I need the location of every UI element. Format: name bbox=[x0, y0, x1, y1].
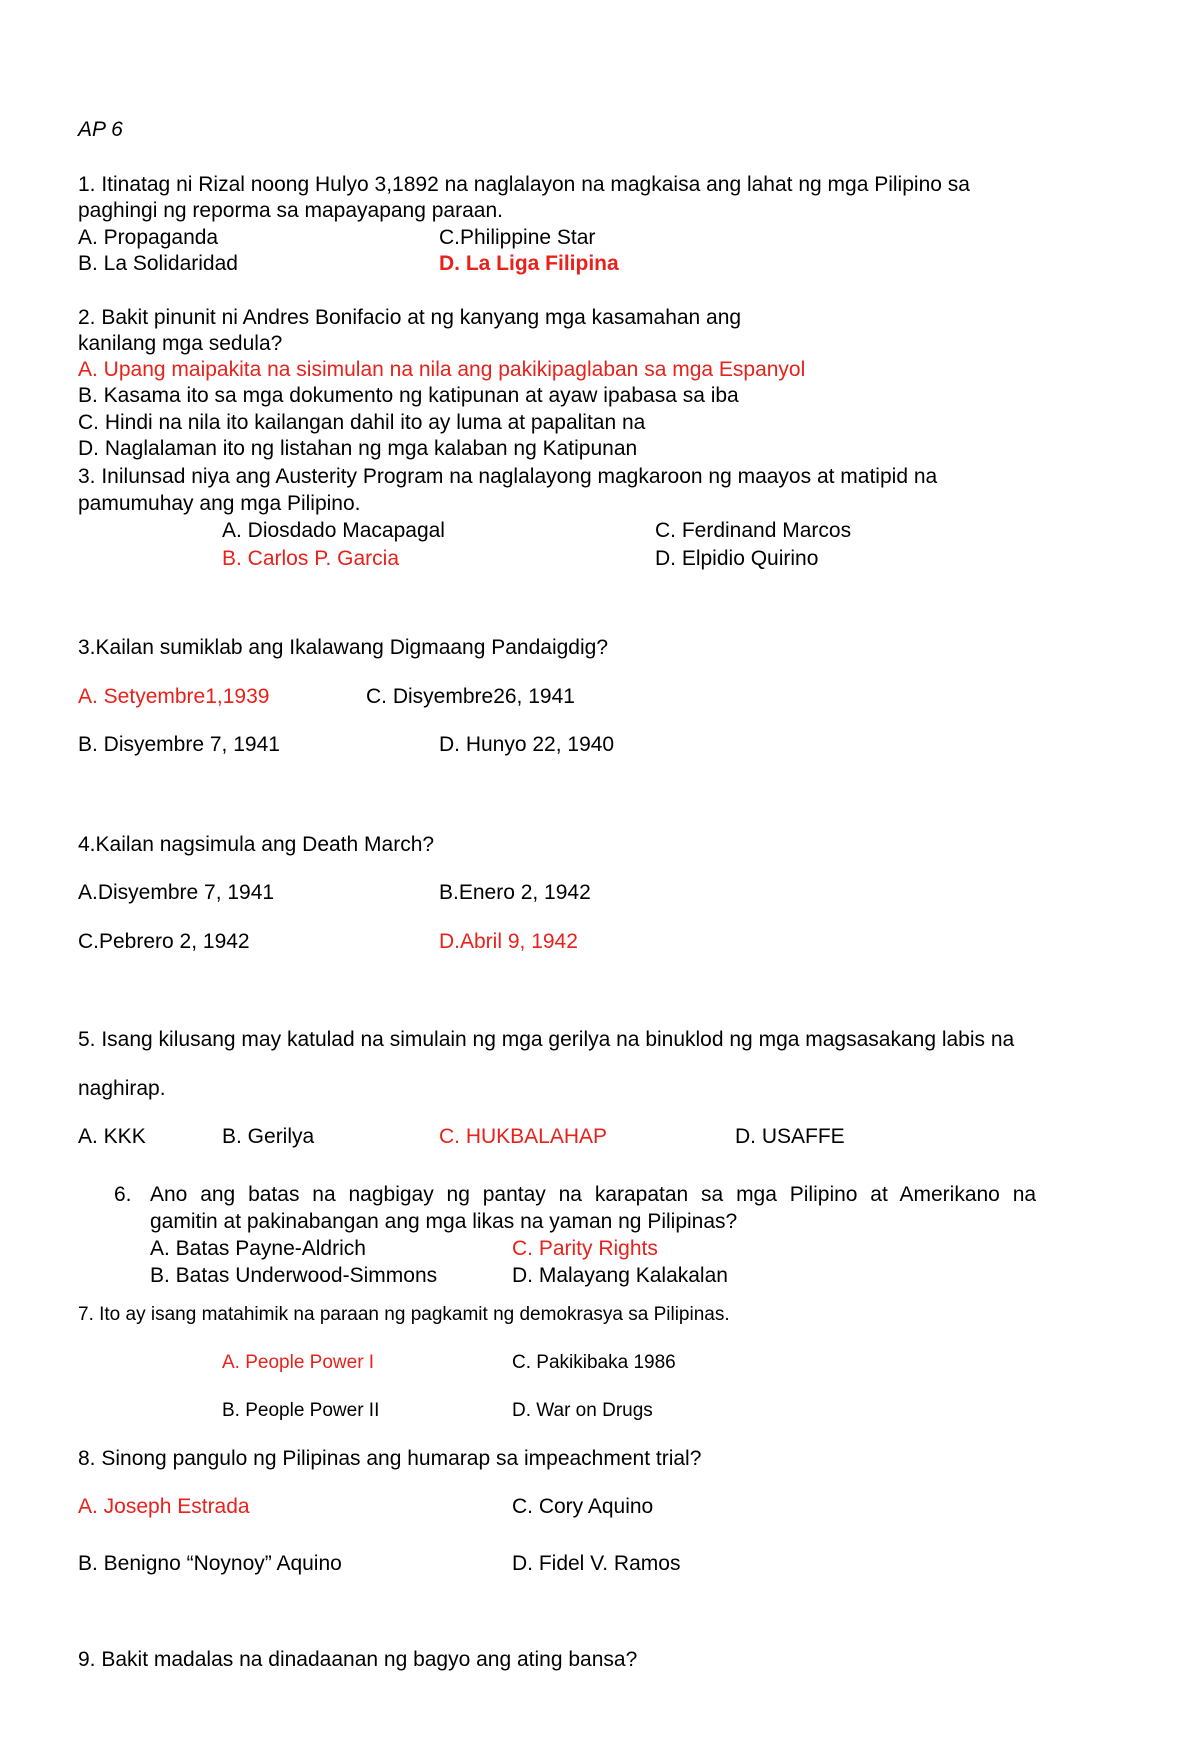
q5-option-b: B. Gerilya bbox=[222, 1125, 315, 1148]
q1-option-c: C.Philippine Star bbox=[439, 226, 596, 249]
q6-option-a: A. Batas Payne-Aldrich bbox=[150, 1237, 366, 1260]
q5-text-line1: 5. Isang kilusang may katulad na simulain ng mga gerilya na binuklod ng mga magsasakang labis na bbox=[78, 1028, 1015, 1051]
q6-text-line2: gamitin at pakinabangan ang mga likas na yaman ng Pilipinas? bbox=[150, 1210, 738, 1233]
q2-option-a-answer: A. Upang maipakita na sisimulan na nila ang pakikipaglaban sa mga Espanyol bbox=[78, 358, 806, 381]
q4-option-b: B.Enero 2, 1942 bbox=[439, 881, 591, 904]
q1-option-d-answer: D. La Liga Filipina bbox=[439, 252, 619, 275]
q2-option-c: C. Hindi na nila ito kailangan dahil ito ay luma at papalitan na bbox=[78, 411, 646, 434]
q2-text-line2: kanilang mga sedula? bbox=[78, 332, 283, 355]
q7-option-d: D. War on Drugs bbox=[512, 1400, 653, 1421]
q5-text-line2: naghirap. bbox=[78, 1077, 166, 1100]
q4-option-a: A.Disyembre 7, 1941 bbox=[78, 881, 275, 904]
q3a-text-line2: pamumuhay ang mga Pilipino. bbox=[78, 492, 361, 515]
q6-option-d: D. Malayang Kalakalan bbox=[512, 1264, 728, 1287]
q9-question: 9. Bakit madalas na dinadaanan ng bagyo ang ating bansa? bbox=[78, 1648, 638, 1671]
q7-option-b: B. People Power II bbox=[222, 1400, 380, 1421]
q3a-option-a: A. Diosdado Macapagal bbox=[222, 519, 445, 542]
q4-option-c: C.Pebrero 2, 1942 bbox=[78, 930, 250, 953]
q6-option-c-answer: C. Parity Rights bbox=[512, 1237, 658, 1260]
q6-number: 6. bbox=[114, 1183, 132, 1206]
q5-option-c-answer: C. HUKBALAHAP bbox=[439, 1125, 608, 1148]
q3b-question: 3.Kailan sumiklab ang Ikalawang Digmaang Pandaigdig? bbox=[78, 636, 609, 659]
q8-option-a-answer: A. Joseph Estrada bbox=[78, 1495, 250, 1518]
q1-text-line1: 1. Itinatag ni Rizal noong Hulyo 3,1892 na naglalayon na magkaisa ang lahat ng mga Pilipino sa bbox=[78, 173, 970, 196]
q8-question: 8. Sinong pangulo ng Pilipinas ang humarap sa impeachment trial? bbox=[78, 1447, 702, 1470]
q8-option-c: C. Cory Aquino bbox=[512, 1495, 654, 1518]
q5-option-a: A. KKK bbox=[78, 1125, 146, 1148]
q3a-option-d: D. Elpidio Quirino bbox=[655, 547, 819, 570]
q6-text-line1: Ano ang batas na nagbigay ng pantay na karapatan sa mga Pilipino at Amerikano na bbox=[150, 1183, 1037, 1206]
q3b-option-b: B. Disyembre 7, 1941 bbox=[78, 733, 280, 756]
q5-option-d: D. USAFFE bbox=[735, 1125, 845, 1148]
q4-question: 4.Kailan nagsimula ang Death March? bbox=[78, 833, 435, 856]
q3b-option-c: C. Disyembre26, 1941 bbox=[366, 685, 575, 708]
q3a-text-line1: 3. Inilunsad niya ang Austerity Program na naglalayong magkaroon ng maayos at matipid na bbox=[78, 465, 938, 488]
q3a-option-c: C. Ferdinand Marcos bbox=[655, 519, 852, 542]
q3a-option-b-answer: B. Carlos P. Garcia bbox=[222, 547, 400, 570]
q1-option-b: B. La Solidaridad bbox=[78, 252, 238, 275]
q3b-option-a-answer: A. Setyembre1,1939 bbox=[78, 685, 270, 708]
q6-option-b: B. Batas Underwood-Simmons bbox=[150, 1264, 438, 1287]
q8-option-d: D. Fidel V. Ramos bbox=[512, 1552, 681, 1575]
q2-option-b: B. Kasama ito sa mga dokumento ng katipunan at ayaw ipabasa sa iba bbox=[78, 384, 739, 407]
q7-option-a-answer: A. People Power I bbox=[222, 1352, 375, 1373]
q8-option-b: B. Benigno “Noynoy” Aquino bbox=[78, 1552, 342, 1575]
q7-question: 7. Ito ay isang matahimik na paraan ng pagkamit ng demokrasya sa Pilipinas. bbox=[78, 1304, 730, 1325]
page-title: AP 6 bbox=[78, 118, 123, 141]
q7-option-c: C. Pakikibaka 1986 bbox=[512, 1352, 676, 1373]
q1-option-a: A. Propaganda bbox=[78, 226, 219, 249]
q2-text-line1: 2. Bakit pinunit ni Andres Bonifacio at ng kanyang mga kasamahan ang bbox=[78, 306, 742, 329]
q4-option-d-answer: D.Abril 9, 1942 bbox=[439, 930, 578, 953]
q3b-option-d: D. Hunyo 22, 1940 bbox=[439, 733, 615, 756]
q1-text-line2: paghingi ng reporma sa mapayapang paraan. bbox=[78, 199, 503, 222]
q2-option-d: D. Naglalaman ito ng listahan ng mga kalaban ng Katipunan bbox=[78, 437, 638, 460]
